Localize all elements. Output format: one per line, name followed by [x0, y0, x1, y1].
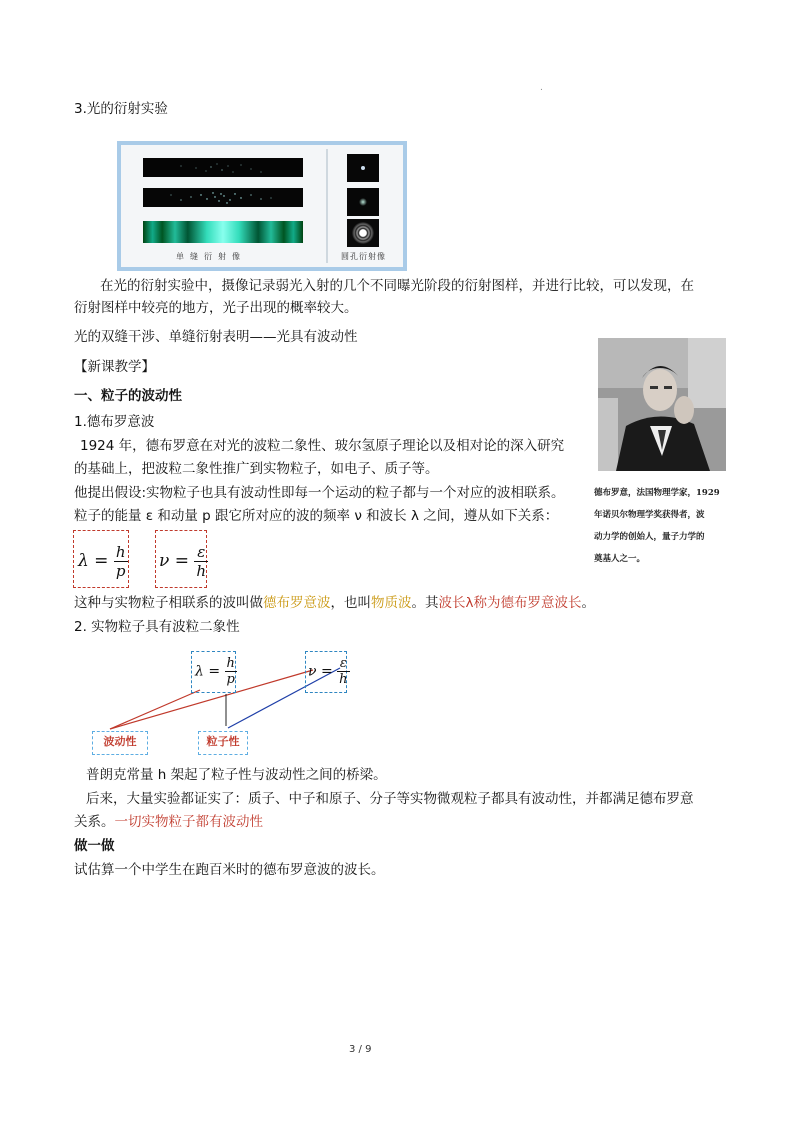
new-lesson-heading: 【新课教学】	[74, 359, 155, 375]
hypothesis-line: 他提出假设:实物粒子也具有波动性即每一个运动的粒子都与一个对应的波相联系。	[74, 485, 565, 501]
portrait-caption	[594, 482, 734, 570]
formula-numerator: h	[226, 656, 235, 671]
matter-wave-prefix: 这种与实物粒子相联系的波叫做	[74, 595, 263, 611]
planck-line: 普朗克常量 h 架起了粒子性与波动性之间的桥梁。	[86, 767, 387, 783]
matter-wave-end: 。	[581, 595, 595, 611]
wave-link-line	[110, 690, 200, 729]
formula-lhs: λ =	[78, 551, 109, 571]
matter-wave-line	[74, 593, 595, 613]
formula-denominator: h	[339, 672, 348, 687]
formula-denominator: h	[196, 562, 207, 580]
formula-numerator: ε	[339, 656, 347, 671]
section-title: 3.光的衍射实验	[74, 101, 168, 117]
later-paragraph-line2	[74, 812, 263, 832]
duality-subheading: 2. 实物粒子具有波粒二象性	[74, 619, 240, 635]
later-prefix: 关系。	[74, 814, 115, 830]
portrait-caption-line: 年诺贝尔物理学奖获得者，波	[594, 510, 705, 520]
portrait-caption-line: 奠基人之一。	[594, 554, 646, 564]
diagram-frequency-box	[305, 651, 347, 693]
de-broglie-portrait	[598, 338, 726, 471]
wavelength-term: 波长λ称为德布罗意波长	[438, 595, 582, 611]
wavelength-formula	[73, 530, 129, 588]
formula-lhs: λ =	[195, 663, 221, 680]
formula-numerator: ε	[197, 543, 206, 561]
diffraction-art	[121, 145, 403, 267]
portrait-art	[598, 338, 726, 471]
particle-wave-heading: 一、粒子的波动性	[74, 388, 182, 404]
diffraction-figure	[117, 141, 407, 271]
wave-nature-statement: 光的双缝干涉、单缝衍射表明——光具有波动性	[74, 329, 358, 345]
formula-denominator: p	[225, 671, 237, 687]
frequency-formula	[155, 530, 207, 588]
formula-lhs: ν =	[159, 551, 189, 571]
particle-nature-tag: 粒子性	[198, 731, 248, 755]
portrait-caption-line: 德布罗意，法国物理学家，1929	[594, 488, 720, 498]
later-paragraph-line1: 后来，大量实验都证实了：质子、中子和原子、分子等实物微观粒子都具有波动性，并都满足德布罗意	[86, 791, 694, 807]
debroglie-wave-term: 德布罗意波	[263, 595, 331, 611]
formula-lhs: ν =	[308, 663, 333, 680]
matter-wave-mid: ，也叫	[330, 595, 371, 611]
circular-hole-caption: 圆孔衍射像	[341, 252, 386, 261]
formula-denominator: p	[114, 561, 128, 580]
page-number: 3 / 9	[349, 1044, 372, 1055]
diffraction-paragraph-line2: 衍射图样中较亮的地方，光子出现的概率较大。	[74, 300, 358, 316]
debroglie-paragraph-line1: 1924 年，德布罗意在对光的波粒二象性、玻尔氢原子理论以及相对论的深入研究	[80, 438, 565, 454]
diffraction-paragraph-line1: 在光的衍射实验中，摄像记录弱光入射的几个不同曝光阶段的衍射图样，并进行比较，可以发现，在	[100, 278, 694, 294]
single-slit-caption: 单缝衍射像	[176, 252, 246, 261]
matter-wave-term: 物质波	[371, 595, 412, 611]
try-it-heading: 做一做	[74, 838, 115, 854]
portrait-caption-line: 动力学的创始人，量子力学的	[594, 532, 705, 542]
all-particles-wave-statement: 一切实物粒子都有波动性	[114, 814, 263, 830]
debroglie-subheading: 1.德布罗意波	[74, 414, 155, 430]
header-mark: .	[540, 83, 543, 93]
formula-numerator: h	[115, 543, 126, 561]
try-it-question: 试估算一个中学生在跑百米时的德布罗意波的波长。	[74, 862, 385, 878]
energy-relation-line: 粒子的能量 ε 和动量 p 跟它所对应的波的频率 ν 和波长 λ 之间，遵从如下关系：	[74, 508, 559, 524]
wave-nature-tag: 波动性	[92, 731, 148, 755]
diagram-wavelength-box	[191, 651, 236, 693]
matter-wave-mid2: 。其	[411, 595, 439, 611]
debroglie-paragraph-line2: 的基础上，把波粒二象性推广到实物粒子，如电子、质子等。	[74, 461, 439, 477]
